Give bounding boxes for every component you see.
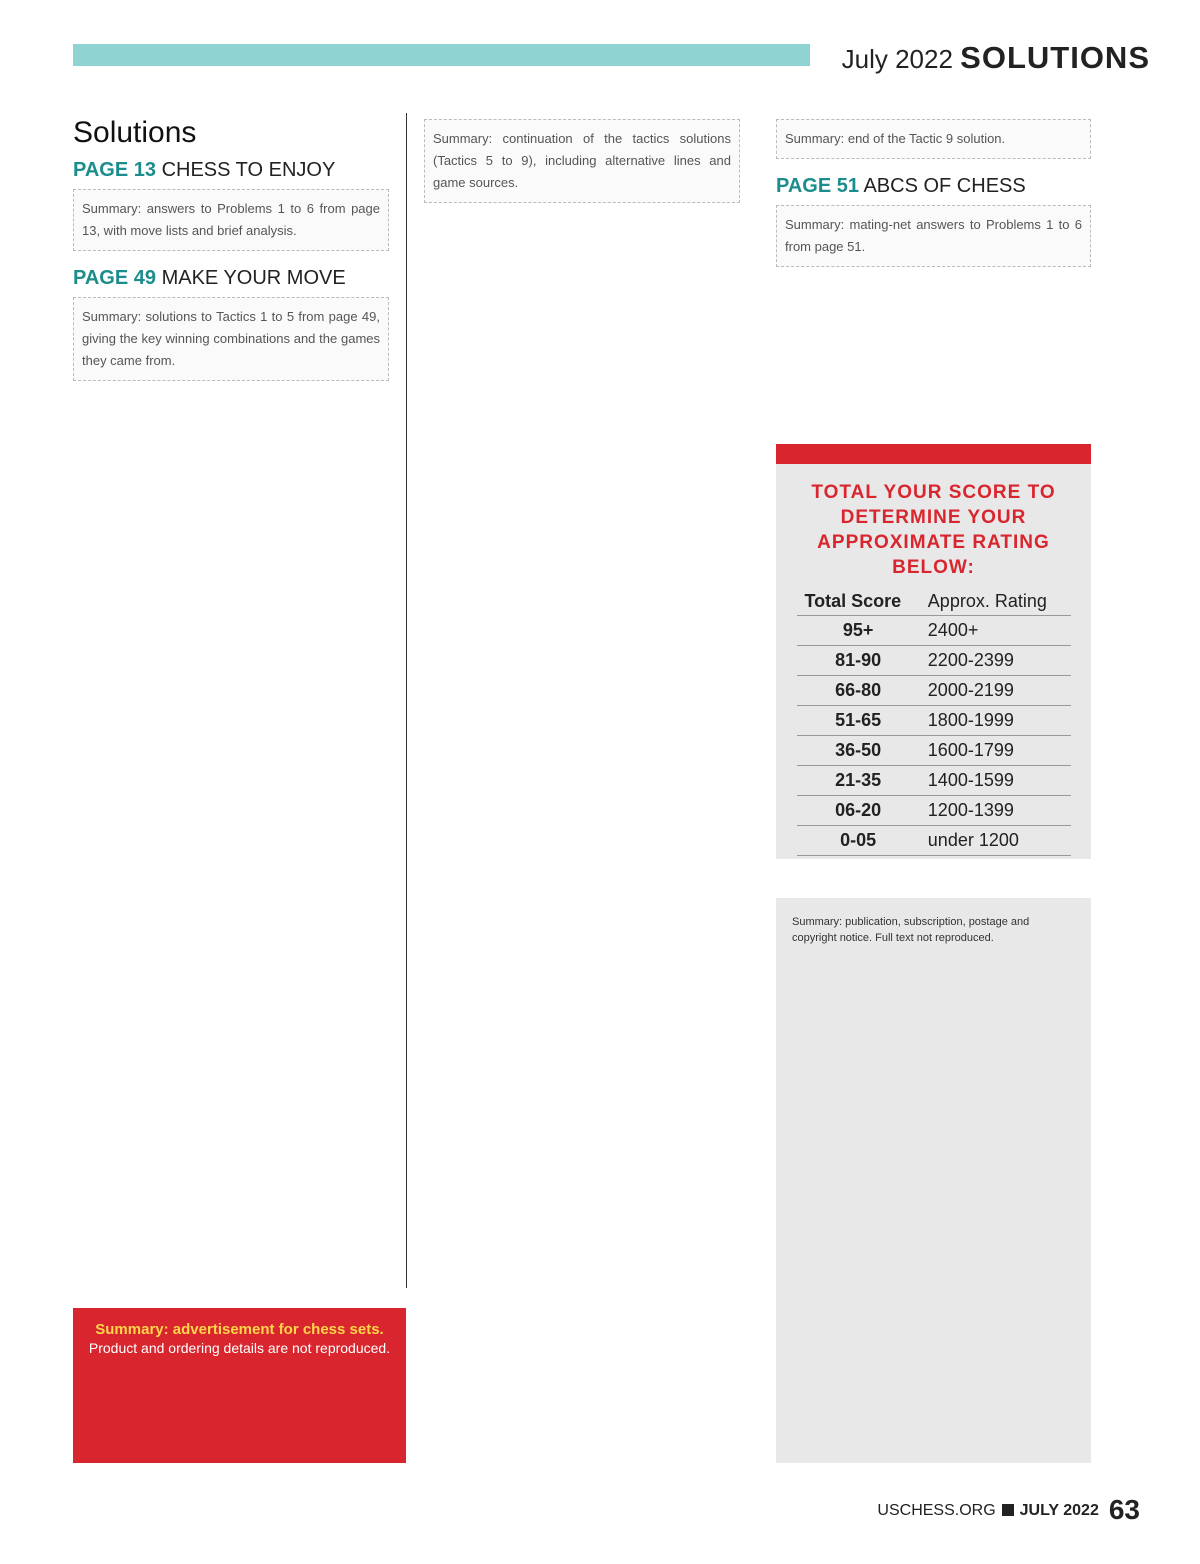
footer-issue: JULY 2022	[1019, 1502, 1099, 1519]
score-row: 06-20 1200-1399	[797, 796, 1071, 826]
header-section: SOLUTIONS	[960, 40, 1150, 75]
rating-col-header: Approx. Rating	[920, 588, 1071, 616]
header-issue: July 2022	[841, 44, 953, 74]
score-row: 21-35 1400-1599	[797, 766, 1071, 796]
score-row: 0-05 under 1200	[797, 826, 1071, 856]
score-col-header: Total Score	[797, 588, 920, 616]
legal-notice-box	[776, 898, 1091, 1463]
column-3-top-summary: Summary: end of the Tactic 9 solution.	[776, 119, 1091, 159]
footer-square-icon	[1002, 1504, 1014, 1516]
footer-site: USCHESS.ORG	[877, 1502, 996, 1519]
score-row: 66-80 2000-2199	[797, 676, 1071, 706]
column-2	[424, 113, 740, 217]
solutions-title: Solutions	[73, 116, 197, 149]
score-title: TOTAL YOUR SCORE TO DETERMINE YOUR APPROXIMATE RATING BELOW:	[811, 482, 1056, 578]
section-page-51: PAGE 51 ABCS OF CHESS	[776, 175, 1026, 197]
ad-title: Summary: advertisement for chess sets.	[95, 1321, 384, 1338]
section-page-13: PAGE 13 CHESS TO ENJOY	[73, 159, 336, 181]
legal-notice-summary: Summary: publication, subscription, postage and copyright notice. Full text not reproduced.	[792, 916, 1030, 944]
footer-page-number: 63	[1108, 1494, 1140, 1525]
score-row: 36-50 1600-1799	[797, 736, 1071, 766]
score-row: 51-65 1800-1999	[797, 706, 1071, 736]
score-row: 81-90 2200-2399	[797, 646, 1071, 676]
header-color-band	[73, 44, 810, 66]
page-header	[842, 40, 1150, 76]
section-page-13-summary: Summary: answers to Problems 1 to 6 from page 13, with move lists and brief analysis.	[73, 189, 389, 251]
score-row: 95+ 2400+	[797, 616, 1071, 646]
section-page-51-summary: Summary: mating-net answers to Problems 1 to 6 from page 51.	[776, 205, 1091, 267]
column-divider	[406, 113, 407, 1288]
ad-box	[73, 1308, 406, 1463]
score-box	[776, 464, 1091, 859]
column-3	[776, 113, 1091, 281]
column-1	[73, 115, 389, 395]
section-page-49-summary: Summary: solutions to Tactics 1 to 5 from page 49, giving the key winning combinations and the games they came from.	[73, 297, 389, 381]
score-table	[797, 588, 1071, 856]
score-red-bar	[776, 444, 1091, 464]
section-page-49: PAGE 49 MAKE YOUR MOVE	[73, 267, 346, 289]
ad-line: Product and ordering details are not reproduced.	[88, 1340, 391, 1356]
column-2-summary: Summary: continuation of the tactics solutions (Tactics 5 to 9), including alternative lines and game sources.	[424, 119, 740, 203]
page-footer	[877, 1494, 1140, 1526]
